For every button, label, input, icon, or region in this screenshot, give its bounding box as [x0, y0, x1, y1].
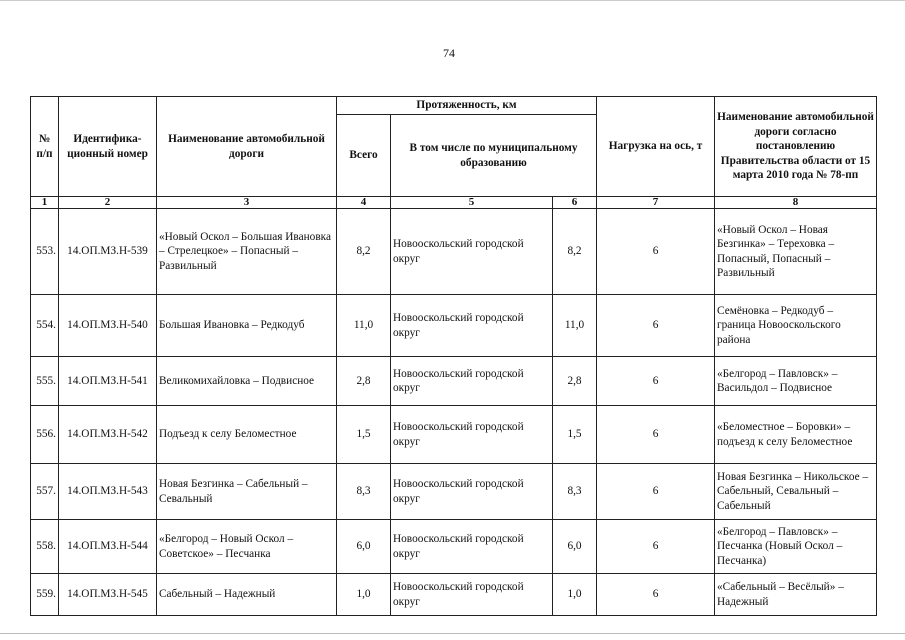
row-road-name: Великомихайловка – Подвисное [157, 357, 337, 406]
row-number: 559. [31, 574, 59, 616]
row-total: 6,0 [337, 520, 391, 574]
row-decree-name: «Новый Оскол – Новая Безгинка» – Тереховка – Попасный, Попасный – Развильный [715, 209, 877, 295]
row-id: 14.ОП.МЗ.Н-539 [59, 209, 157, 295]
row-load: 6 [597, 295, 715, 357]
row-total: 8,3 [337, 464, 391, 520]
row-total: 8,2 [337, 209, 391, 295]
row-municipal-length: 2,8 [553, 357, 597, 406]
page-number: 74 [443, 46, 455, 60]
table-row [31, 209, 877, 295]
row-load: 6 [597, 357, 715, 406]
row-municipal-length: 6,0 [553, 520, 597, 574]
row-municipal-length: 11,0 [553, 295, 597, 357]
column-number: 3 [157, 197, 337, 209]
row-load: 6 [597, 574, 715, 616]
header-length: Протяженность, км [337, 97, 597, 115]
row-municipality: Новооскольский городской округ [391, 357, 553, 406]
row-municipality: Новооскольский городской округ [391, 520, 553, 574]
row-decree-name: «Сабельный – Весёлый» – Надежный [715, 574, 877, 616]
scan-edge-bottom [0, 633, 905, 634]
row-road-name: «Белгород – Новый Оскол – Советское» – Песчанка [157, 520, 337, 574]
row-municipality: Новооскольский городской округ [391, 464, 553, 520]
row-load: 6 [597, 209, 715, 295]
header-row-1 [31, 97, 877, 115]
column-number: 2 [59, 197, 157, 209]
header-load: Нагрузка на ось, т [597, 97, 715, 197]
row-total: 11,0 [337, 295, 391, 357]
row-total: 1,5 [337, 406, 391, 464]
row-number: 553. [31, 209, 59, 295]
table-row [31, 520, 877, 574]
header-decree-name: Наименование автомобильной дороги согласно постановлению Правительства области от 15 марта 2010 года № 78-пп [715, 97, 877, 197]
table-row [31, 574, 877, 616]
row-total: 2,8 [337, 357, 391, 406]
row-road-name: Подъезд к селу Беломестное [157, 406, 337, 464]
header-no: № п/п [31, 97, 59, 197]
row-decree-name: Семёновка – Редкодуб – граница Новооскольского района [715, 295, 877, 357]
row-municipal-length: 1,0 [553, 574, 597, 616]
row-road-name: Сабельный – Надежный [157, 574, 337, 616]
row-number: 555. [31, 357, 59, 406]
row-load: 6 [597, 520, 715, 574]
table-body [31, 209, 877, 616]
row-decree-name: Новая Безгинка – Никольское – Сабельный, Севальный – Сабельный [715, 464, 877, 520]
row-total: 1,0 [337, 574, 391, 616]
row-road-name: «Новый Оскол – Большая Ивановка – Стрелецкое» – Попасный – Развильный [157, 209, 337, 295]
row-number: 558. [31, 520, 59, 574]
column-number: 4 [337, 197, 391, 209]
row-municipality: Новооскольский городской округ [391, 574, 553, 616]
row-municipality: Новооскольский городской округ [391, 209, 553, 295]
row-road-name: Новая Безгинка – Сабельный – Севальный [157, 464, 337, 520]
row-municipal-length: 8,3 [553, 464, 597, 520]
row-municipal-length: 8,2 [553, 209, 597, 295]
row-number: 554. [31, 295, 59, 357]
header-road-name: Наименование автомобильной дороги [157, 97, 337, 197]
column-number: 7 [597, 197, 715, 209]
table-row [31, 295, 877, 357]
row-id: 14.ОП.МЗ.Н-542 [59, 406, 157, 464]
row-number: 557. [31, 464, 59, 520]
row-id: 14.ОП.МЗ.Н-545 [59, 574, 157, 616]
row-decree-name: «Белгород – Павловск» – Песчанка (Новый Оскол – Песчанка) [715, 520, 877, 574]
row-road-name: Большая Ивановка – Редкодуб [157, 295, 337, 357]
table-row [31, 464, 877, 520]
table-row [31, 357, 877, 406]
row-municipality: Новооскольский городской округ [391, 295, 553, 357]
header-id: Идентифика-ционный номер [59, 97, 157, 197]
row-municipal-length: 1,5 [553, 406, 597, 464]
road-register-table [30, 96, 877, 616]
row-id: 14.ОП.МЗ.Н-540 [59, 295, 157, 357]
column-number: 8 [715, 197, 877, 209]
row-decree-name: «Беломестное – Боровки» – подъезд к селу Беломестное [715, 406, 877, 464]
row-id: 14.ОП.МЗ.Н-543 [59, 464, 157, 520]
header-municipal: В том числе по муниципальному образованию [391, 115, 597, 197]
header-total: Всего [337, 115, 391, 197]
row-load: 6 [597, 464, 715, 520]
header-column-numbers [31, 197, 877, 209]
row-id: 14.ОП.МЗ.Н-541 [59, 357, 157, 406]
scan-edge-top [0, 0, 905, 1]
column-number: 1 [31, 197, 59, 209]
column-number: 5 [391, 197, 553, 209]
table-row [31, 406, 877, 464]
row-load: 6 [597, 406, 715, 464]
row-decree-name: «Белгород – Павловск» – Васильдол – Подвисное [715, 357, 877, 406]
row-number: 556. [31, 406, 59, 464]
column-number: 6 [553, 197, 597, 209]
row-id: 14.ОП.МЗ.Н-544 [59, 520, 157, 574]
table-header [31, 97, 877, 209]
row-municipality: Новооскольский городской округ [391, 406, 553, 464]
